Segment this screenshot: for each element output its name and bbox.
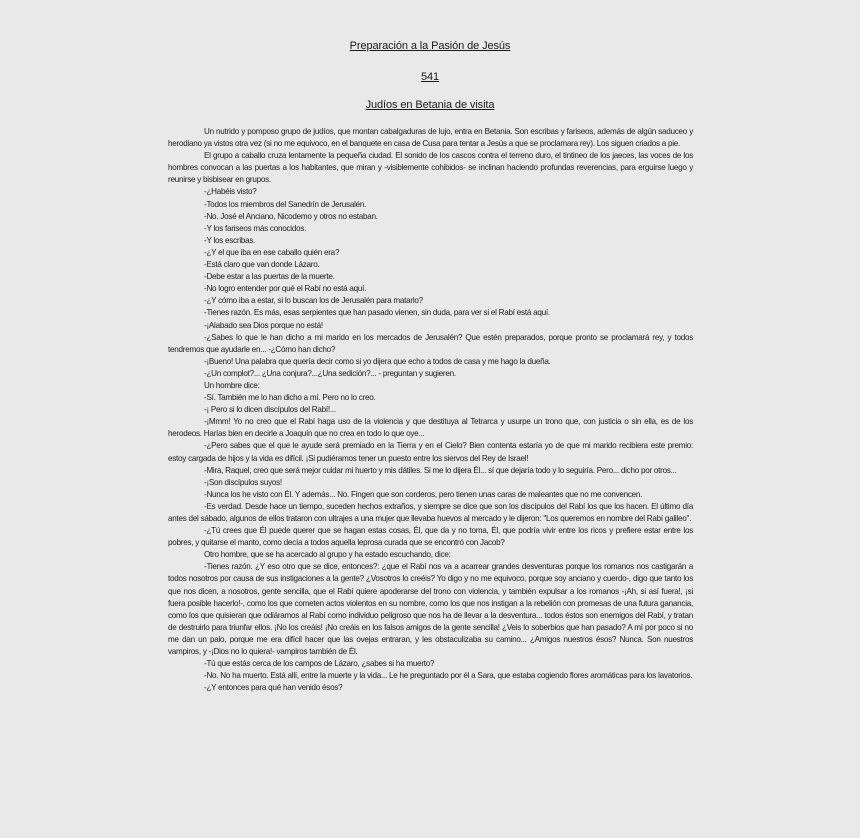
dialogue-line: -¿Pero sabes que el que le ayude será premiado en la Tierra y en el Cielo? Bien contenta estaría yo de que mi marido recibiera este premio: estoy cargada de hijos y la vida es difícil. ¡Si pudiéramos tener un puesto entre los siervos del Rey de Israel! (168, 441, 693, 463)
dialogue-line: -Tienes razón. ¿Y eso otro que se dice, entonces?: ¿que el Rabí nos va a acarrear grandes desventuras porque los romanos nos castigarán a todos nosotros por causa de sus instigaciones a la gente? ¿Vosotros lo creéis? Yo digo y no me equivoco, porque soy anciano y cuerdo-, digo que tanto los que nos dicen, a nosotros, gente sencilla, que el Rabí quiere apoderarse del trono con violencia, y también expulsar a los romanos -¡Ah, si así fuera!, ¡si fuera posible hacerlo!-, como los que cometen actos violentos en su nombre, como los que nos instigan a la rebelión con promesas de una futura ganancia, como los que quisieran que odiáramos al Rabí como individuo peligroso que nos ha de llevar a la desventura... todos éstos son enemigos del Rabí, y tratan de destruirlo para triunfar ellos. ¡No los creáis! ¡No creáis en los falsos amigos de la gente sencilla! ¿Veis lo soberbios que han pasado? A mí por poco si no me dan un palo, porque me era difícil hacer que las ovejas entraran, y les obstaculizaba su camino... ¿Amigos nuestros ésos? Nunca. Son nuestros vampiros, y -¡Dios no lo quiera!- vampiros también de Él. (168, 562, 693, 657)
paragraph: Un nutrido y pomposo grupo de judíos, que montan cabalgaduras de lujo, entra en Betania. Son escribas y fariseos, además de algún saduceo y herodiano ya vistos otra vez (si no me equivoco, en el banquete en casa de Cusa para tentar a Jesús a que se proclamara rey). Los siguen criados a pie. (168, 127, 693, 149)
dialogue-line: -¡Mmm! Yo no creo que el Rabí haga uso de la violencia y que destituya al Tetrarca y usurpe un trono que, con justicia o sin ella, es de los herodeos. Harías bien en decirle a Joaquín que no crea en todo lo que oye... (168, 417, 693, 439)
dialogue-line: -Está claro que van donde Lázaro. (204, 260, 320, 270)
dialogue-line: -¿Habéis visto? (204, 187, 257, 197)
dialogue-line: -Tienes razón. Es más, esas serpientes que han pasado vienen, sin duda, para ver si el Rabí está aquí. (204, 308, 550, 318)
dialogue-line: -¡Alabado sea Dios porque no está! (204, 320, 323, 330)
dialogue-line: -Es verdad. Desde hace un tiempo, suceden hechos extraños, y siempre se dice que son los discípulos del Rabí los que los hacen. El último día antes del sábado, algunos de ellos trataron con ultrajes a una mujer que llevaba huevos al mercado y le dijeron: "Los queremos en nombre del Rabí galileo". (168, 501, 693, 523)
dialogue-line: -¡Bueno! Una palabra que quería decir como si yo dijera que echo a todos de casa y me hago la dueña. (204, 356, 551, 366)
dialogue-line: -¿Sabes lo que le han dicho a mi marido en los mercados de Jerusalén? Que estén preparados, porque pronto se proclamará rey, y todos tendremos que ayudarle en... -¿Cómo han dicho? (168, 332, 693, 354)
dialogue-line: -¿Y cómo iba a estar, si lo buscan los de Jerusalén para matarlo? (204, 296, 423, 306)
narration-line: Un hombre dice: (204, 380, 260, 390)
dialogue-line: -Nunca los he visto con Él. Y además... No. Fingen que son corderos, pero tienen unas caras de maleantes que no me convencen. (204, 489, 643, 499)
narration-line: Otro hombre, que se ha acercado al grupo y ha estado escuchando, dice: (204, 550, 451, 560)
dialogue-line: -¿Y el que iba en ese caballo quién era? (204, 247, 340, 257)
dialogue-line: -No. No ha muerto. Está allí, entre la muerte y la vida... Le he preguntado por él a Sara, que estaba cogiendo flores aromáticas para los lavatorios. (204, 671, 693, 681)
dialogue-line: -Debe estar a las puertas de la muerte. (204, 272, 335, 282)
dialogue-line: -No. José el Anciano, Nicodemo y otros no estaban. (204, 211, 378, 221)
dialogue-line: -Todos los miembros del Sanedrín de Jerusalén. (204, 199, 367, 209)
chapter-number: 541 (420, 71, 440, 83)
dialogue-line: -Sí. También me lo han dicho a mí. Pero no lo creo. (204, 393, 376, 403)
dialogue-line: -Tú que estás cerca de los campos de Lázaro, ¿sabes si ha muerto? (204, 659, 435, 669)
dialogue-line: -Y los escribas. (204, 235, 256, 245)
dialogue-line: -¿Un complot?... ¿Una conjura?...¿Una sedición?... - preguntan y sugieren. (204, 368, 456, 378)
dialogue-line: -¿Tú crees que Él puede querer que se hagan estas cosas, Él, que da y no toma, Él, que podría vivir entre los ricos y prefiere estar entre los pobres, y quitarse el manto, como decía a todos aquella leprosa curada que se encontró con Jacob? (168, 526, 693, 548)
document-title: Preparación a la Pasión de Jesús (349, 40, 511, 52)
dialogue-line: -No logro entender por qué el Rabí no está aquí. (204, 284, 367, 294)
paragraph: El grupo a caballo cruza lentamente la pequeña ciudad. El sonido de los cascos contra el terreno duro, el tintineo de los jaeces, las voces de los hombres convocan a las puertas a los habitantes, que miran y -visiblemente cohibidos- se inclinan haciendo profundas reverencias, para erguirse luego y reunirse y bisbisear en grupos. (168, 151, 693, 185)
chapter-subtitle: Judíos en Betania de visita (365, 99, 495, 111)
dialogue-line: -Mira, Raquel, creo que será mejor cuidar mi huerto y mis dátiles. Si me lo dijera Él... sí que dejaría todo y lo seguiría. Pero... dicho por otros... (204, 465, 677, 475)
dialogue-line: -¡ Pero si lo dicen discípulos del Rabí!... (204, 405, 336, 415)
dialogue-line: -Y los fariseos más conocidos. (204, 223, 307, 233)
dialogue-line: -¡Son discípulos suyos! (204, 477, 282, 487)
document-body (168, 126, 693, 694)
dialogue-line: -¿Y entonces para qué han venido ésos? (204, 683, 343, 693)
